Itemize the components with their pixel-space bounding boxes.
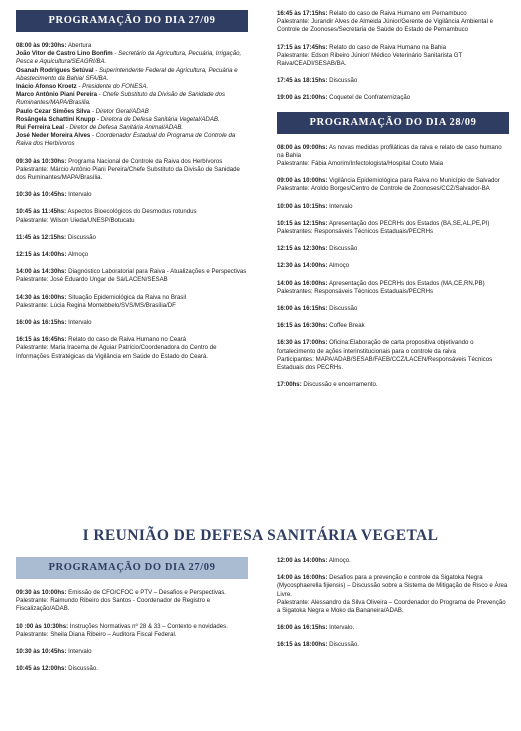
speaker-name: Rui Ferreira Leal xyxy=(16,124,65,132)
bottom-left-column xyxy=(16,557,248,682)
item-description: Palestrante: Edson Ribeiro Júnior/ Médico Veterinário Sanitarista GT Raiva/CEADI/SESAB/BA. xyxy=(277,51,463,68)
schedule-line xyxy=(277,245,509,253)
schedule-item xyxy=(16,623,248,639)
item-description: Discussão xyxy=(327,305,358,313)
item-description: Programa Nacional de Controle da Raiva dos Herbívoros xyxy=(66,157,223,165)
item-description: Palestrante: Fábia Amorim/Infectologista/Hospital Couto Maia xyxy=(277,160,443,168)
speaker-name: João Vitor de Castro Lino Bonfim xyxy=(16,50,113,58)
time-range: 11:45 às 12:15hs: xyxy=(16,233,67,241)
item-description: Almoço. xyxy=(327,557,351,564)
time-range: 14:00 às 16:00hs: xyxy=(277,574,328,582)
schedule-line xyxy=(277,77,509,85)
item-description: Vigilância Epidemiológica para Raiva no Município de Salvador xyxy=(327,177,500,185)
schedule-line xyxy=(277,185,509,193)
item-description: Palestrantes: Responsáveis Técnicos Estaduais/PECRHs xyxy=(277,228,434,236)
item-description: Relato do caso de Raiva Humano em Pernambuco xyxy=(327,10,467,17)
schedule-list xyxy=(16,589,248,673)
schedule-line xyxy=(277,322,509,330)
speaker-name: Osanah Rodrigues Setúval xyxy=(16,66,94,74)
item-description: Intervalo xyxy=(327,202,353,210)
item-description: Palestrante: Raimundo Ribeiro dos Santos - Coordenador de Registro e Fiscalização/ADAB. xyxy=(16,597,211,613)
item-description: Palestrante: Aroldo Borges/Centro de Controle de Zoonoses/CCZ/Salvador-BA xyxy=(277,185,490,193)
speaker-role: - Secretário da Agricultura, Pecuária, Irrigação, Pesca e Aquicultura/SEAGRI/BA. xyxy=(16,50,242,66)
item-description: Palestrantes: Responsáveis Técnicos Estaduais/PECRHs xyxy=(277,287,434,295)
item-description: Palestrante: Maria Iracema de Aguiar Patrício/Coordenadora do Centro de Informações Estratégicas da Vigilância em Saúde do Estado do Ceará. xyxy=(16,344,217,360)
time-range: 08:00 às 09:30hs: xyxy=(16,42,67,49)
schedule-line xyxy=(277,356,509,372)
schedule-list xyxy=(277,144,509,390)
item-description: Palestrante: Wilson Uieda/UNESP/Botucatu xyxy=(16,216,135,224)
schedule-line xyxy=(277,381,509,389)
time-range: 09:30 às 10:00hs: xyxy=(16,589,67,596)
schedule-item xyxy=(16,268,248,284)
schedule-line xyxy=(16,665,248,673)
schedule-item xyxy=(16,208,248,224)
schedule-item xyxy=(277,144,509,169)
schedule-item xyxy=(277,280,509,296)
time-range: 10:00 às 10:15hs: xyxy=(277,202,328,210)
schedule-line xyxy=(16,124,248,132)
item-description: Almoço xyxy=(327,262,350,270)
item-description: Discussão xyxy=(327,245,358,253)
day-27-header: PROGRAMAÇÃO DO DIA 27/09 xyxy=(16,10,248,32)
schedule-line xyxy=(16,268,248,276)
schedule-line xyxy=(277,280,509,288)
schedule-line xyxy=(277,44,509,52)
schedule-line xyxy=(16,648,248,656)
time-range: 14:00 às 16:00hs: xyxy=(277,279,328,287)
item-description: Relato do caso de Raiva Humano na Bahia xyxy=(327,43,447,51)
time-range: 08:00 às 09:00hs: xyxy=(277,143,328,151)
schedule-item xyxy=(16,251,248,259)
speaker-role: - Coordenador Estadual do Programa de Controle da Raiva dos Herbívoros xyxy=(16,132,236,148)
schedule-line xyxy=(16,91,248,107)
time-range: 16:15 às 16:45hs: xyxy=(16,336,67,344)
time-range: 10 :00 às 10:30hs: xyxy=(16,622,69,630)
speaker-name: Rosângela Schattini Knupp xyxy=(16,115,96,123)
schedule-item xyxy=(277,94,509,102)
schedule-line xyxy=(277,262,509,270)
item-description: Abertura xyxy=(66,42,92,49)
schedule-line xyxy=(277,94,509,102)
schedule-line xyxy=(16,336,248,344)
schedule-line xyxy=(16,67,248,83)
item-description: Aspectos Bioecológicos do Desmodus rotundus xyxy=(66,208,197,216)
schedule-line xyxy=(277,339,509,355)
item-description: Desafios para a prevenção e controle da Sigatoka Negra (Mycosphaerella fijiensis) – Discussão sobre a Sistema de Mitigação de Risco e Área Livre. xyxy=(277,574,508,598)
schedule-list-continued xyxy=(277,10,509,103)
schedule-item xyxy=(277,381,509,389)
schedule-line xyxy=(16,344,248,360)
schedule-line xyxy=(16,217,248,225)
time-range: 19:00 às 21:00hs: xyxy=(277,94,328,102)
schedule-item xyxy=(277,203,509,211)
schedule-item xyxy=(277,220,509,236)
schedule-line xyxy=(277,18,509,34)
item-description: Palestrante: Jurandir Alves de Almeida Júnior/Gerente de Vigilância Ambiental e Controle de Zoonoses/Secretaria de Saúde do Estado de Pernambuco xyxy=(277,18,494,34)
item-description: Emissão de CFO/CFOC e PTV – Desafios e Perspectivas. xyxy=(66,589,226,596)
item-description: Coffee Break xyxy=(327,322,365,330)
time-range: 10:30 às 10:45hs: xyxy=(16,191,67,199)
time-range: 09:00 às 10:00hs: xyxy=(277,177,328,185)
time-range: 16:00 às 16:15hs: xyxy=(16,319,67,327)
item-description: Participantes: MAPA/ADAB/SESAB/FAEB/CCZ/LACEN/Responsáveis Técnicos Estaduais dos PECRHs. xyxy=(277,355,493,372)
schedule-list xyxy=(277,557,509,650)
item-description: Intervalo. xyxy=(327,624,355,632)
schedule-line xyxy=(277,288,509,296)
schedule-item xyxy=(16,294,248,310)
schedule-line xyxy=(277,305,509,313)
schedule-line xyxy=(16,208,248,216)
schedule-list xyxy=(16,42,248,361)
top-right-column xyxy=(277,10,509,398)
schedule-line xyxy=(16,166,248,182)
schedule-line xyxy=(16,116,248,124)
schedule-item xyxy=(277,305,509,313)
schedule-item xyxy=(277,262,509,270)
item-description: Coquetel de Confraternização xyxy=(327,94,411,102)
schedule-item xyxy=(16,42,248,149)
item-description: Intervalo xyxy=(66,319,92,327)
schedule-line xyxy=(16,234,248,242)
bottom-right-column xyxy=(277,557,509,659)
schedule-item xyxy=(16,589,248,614)
speaker-name: José Neder Moreira Alves xyxy=(16,132,91,140)
schedule-line xyxy=(16,132,248,148)
speaker-role: - Superintendente Federal de Agricultura, Pecuária e Abastecimento da Bahia/ SFA/BA. xyxy=(16,66,238,82)
schedule-item xyxy=(277,245,509,253)
item-description: Apresentação dos PECRHs dos Estados (BA,SE,AL,PE,PI) xyxy=(327,219,490,227)
item-description: Discussão e encerramento. xyxy=(301,381,378,389)
item-description: Palestrante: Alessandro da Silva Oliveira – Coordenador do Programa de Prevenção a Sigatoka Negra e Moko da Bananeira/ADAB. xyxy=(277,598,506,615)
schedule-line xyxy=(277,624,509,632)
schedule-item xyxy=(16,234,248,242)
item-description: Intervalo xyxy=(66,648,92,656)
schedule-line xyxy=(16,108,248,116)
schedule-line xyxy=(16,50,248,66)
time-range: 10:30 às 10:45hs: xyxy=(16,648,67,656)
section-title: I REUNIÃO DE DEFESA SANITÁRIA VEGETAL xyxy=(82,527,439,544)
schedule-item xyxy=(16,665,248,673)
schedule-item xyxy=(16,336,248,361)
schedule-item xyxy=(277,77,509,85)
schedule-line xyxy=(16,83,248,91)
time-range: 14:30 às 16:00hs: xyxy=(16,293,67,301)
time-range: 10:15 às 12:15hs: xyxy=(277,219,328,227)
schedule-line xyxy=(16,302,248,310)
speaker-role: - Chefe Substituto da Divisão de Sanidade dos Ruminantes/MAPA/Brasília. xyxy=(16,91,226,107)
item-description: Discussão. xyxy=(66,665,98,673)
speaker-role: - Diretora de Defesa Sanitária Vegetal/ADAB. xyxy=(95,115,220,123)
schedule-item xyxy=(16,648,248,656)
time-range: 10:45 às 12:00hs: xyxy=(16,665,67,673)
speaker-name: Paulo Cezar Simões Silva xyxy=(16,107,91,115)
speaker-role: - Presidente do FONESA. xyxy=(76,83,149,91)
schedule-line xyxy=(277,599,509,615)
schedule-line xyxy=(16,589,248,597)
time-range: 16:45 às 17:15hs: xyxy=(277,10,328,17)
schedule-item xyxy=(16,158,248,183)
schedule-line xyxy=(277,52,509,68)
schedule-line xyxy=(277,203,509,211)
schedule-line xyxy=(277,220,509,228)
schedule-item xyxy=(16,191,248,199)
item-description: Palestrante: Lúcia Regina Montebbelo/SVS/MS/Brasília/DF xyxy=(16,301,176,309)
time-range: 16:00 às 16:15hs: xyxy=(277,624,328,632)
time-range: 12:15 às 14:00hs: xyxy=(16,251,67,259)
time-range: 17:00hs: xyxy=(277,381,302,389)
schedule-line xyxy=(277,557,509,565)
time-range: 16:00 às 16:15hs: xyxy=(277,305,328,313)
time-range: 09:30 às 10:30hs: xyxy=(16,157,67,165)
time-range: 12:30 às 14:00hs: xyxy=(277,262,328,270)
schedule-item xyxy=(277,44,509,69)
schedule-line xyxy=(277,641,509,649)
item-description: Apresentação dos PECRHs dos Estados (MA,CE,RN,PB) xyxy=(327,279,485,287)
schedule-line xyxy=(16,319,248,327)
schedule-line xyxy=(277,574,509,599)
schedule-line xyxy=(16,623,248,631)
schedule-line xyxy=(277,228,509,236)
speaker-name: Inácio Afonso Kroetz xyxy=(16,83,77,91)
time-range: 16:30 às 17:00hs: xyxy=(277,339,328,347)
speaker-name: Marco Antônio Piani Pereira xyxy=(16,91,98,99)
schedule-line xyxy=(277,144,509,160)
schedule-line xyxy=(16,276,248,284)
item-description: As novas medidas profiláticas da raiva e relato de caso humano na Bahia xyxy=(277,143,502,159)
schedule-item xyxy=(277,624,509,632)
time-range: 16:15 às 18:00hs: xyxy=(277,641,328,649)
vegetal-day-27-header: PROGRAMAÇÃO DO DIA 27/09 xyxy=(16,557,248,579)
top-left-column xyxy=(16,10,248,370)
day-28-header: PROGRAMAÇÃO DO DIA 28/09 xyxy=(277,112,509,134)
schedule-item xyxy=(16,319,248,327)
schedule-line xyxy=(16,294,248,302)
item-description: Diagnóstico Laboratorial para Raiva - Atualizações e Perspectivas xyxy=(66,268,247,276)
schedule-item xyxy=(277,641,509,649)
time-range: 17:15 às 17:45hs: xyxy=(277,43,328,51)
speaker-role: - Diretor de Defesa Sanitária Animal/ADAB. xyxy=(64,124,184,132)
schedule-item xyxy=(277,557,509,565)
item-description: Instruções Normativas nº 28 & 33 – Contexto e novidades. xyxy=(68,622,228,630)
schedule-line xyxy=(16,42,248,50)
item-description: Discussão xyxy=(327,77,358,85)
item-description: Intervalo xyxy=(66,191,92,199)
item-description: Palestrante: Sheila Diana Ribeiro – Auditora Fiscal Federal. xyxy=(16,630,177,638)
time-range: 12:00 às 14:00hs: xyxy=(277,557,328,564)
item-description: Oficina:Elaboração de carta propositiva objetivando o fortalecimento de ações interinstitucionais para o controle da raiva xyxy=(277,339,474,355)
schedule-line xyxy=(277,160,509,168)
time-range: 14:00 às 14:30hs: xyxy=(16,268,67,276)
schedule-line xyxy=(16,191,248,199)
time-range: 17:45 às 18:15hs: xyxy=(277,77,328,85)
schedule-line xyxy=(277,177,509,185)
time-range: 10:45 às 11:45hs: xyxy=(16,208,67,216)
item-description: Palestrante: Márcio Antônio Piani Pereira/Chefe Substituto da Divisão de Sanidade dos Ruminantes/MAPA/Brasília. xyxy=(16,165,240,182)
item-description: Discussão. xyxy=(327,641,359,649)
schedule-item xyxy=(277,574,509,615)
schedule-line xyxy=(16,158,248,166)
item-description: Relato do caso de Raiva Humano no Ceará xyxy=(66,336,187,344)
item-description: Situação Epidemiológica da Raiva no Brasil xyxy=(66,293,187,301)
schedule-item xyxy=(277,10,509,35)
schedule-item xyxy=(277,177,509,193)
schedule-line xyxy=(277,10,509,18)
schedule-item xyxy=(277,322,509,330)
schedule-line xyxy=(16,631,248,639)
item-description: Discussão xyxy=(66,233,96,241)
item-description: Palestrante: José Eduardo Ungar de Sá/LACEN/SESAB xyxy=(16,276,168,284)
schedule-line xyxy=(16,251,248,259)
schedule-item xyxy=(277,339,509,372)
item-description: Almoço xyxy=(66,251,89,259)
time-range: 12:15 às 12:30hs: xyxy=(277,245,328,253)
schedule-line xyxy=(16,597,248,613)
time-range: 16:15 às 16:30hs: xyxy=(277,322,328,330)
speaker-role: - Diretor Geral/ADAB xyxy=(90,107,149,115)
